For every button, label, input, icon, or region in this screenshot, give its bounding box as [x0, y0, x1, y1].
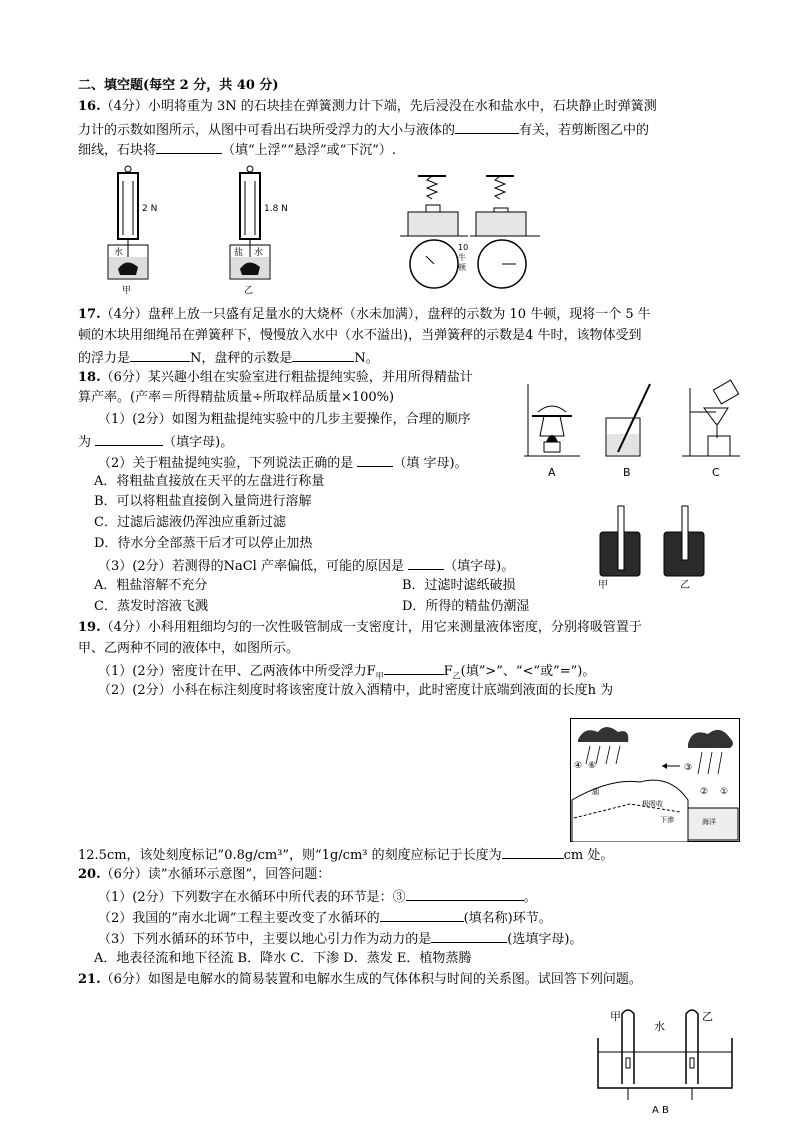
q18-p2-text: （2）关于粗盐提纯实验，下列说法正确的是: [98, 456, 354, 471]
q19-fig-label-jia: 甲: [598, 580, 608, 590]
q16-text2a: 力计的示数如图所示，从图中可看出石块所受浮力的大小与液体的: [78, 123, 456, 138]
q19-p1-text-b: F: [443, 664, 453, 679]
q20-fig-n3: ③: [684, 763, 693, 773]
q18-line1: [78, 369, 473, 387]
q17-text3a: 的浮力是: [78, 351, 131, 366]
q19-blank2[interactable]: [502, 845, 564, 859]
q19-line2: 甲、乙两种不同的液体中，如图所示。: [78, 641, 300, 656]
q20-p2-text-b: (填名称)环节。: [463, 911, 552, 926]
q20-fig-n2: ②: [700, 787, 709, 797]
q18-p1-text-b: （填字母)。: [163, 435, 234, 450]
q18-option-c: C．过滤后滤液仍浑浊应重新过滤: [94, 515, 286, 530]
q20-figure-water-cycle: [570, 718, 740, 842]
q20-fig-sea: 海洋: [702, 818, 716, 826]
q20-fig-pole: 极吸收: [642, 800, 663, 808]
q19-blank1[interactable]: [384, 661, 444, 675]
q18-p1-text-a: 为: [78, 435, 92, 450]
q16-jia-reading: 2 N: [142, 204, 158, 214]
q16-yi-label: 乙: [244, 286, 254, 296]
q16-jia-liquid: 水: [114, 248, 124, 258]
q21-line1: [78, 971, 642, 989]
q16-blank2[interactable]: [156, 140, 222, 154]
q21-number: 21.: [78, 972, 101, 987]
q16-number: 16.: [78, 99, 101, 114]
q20-blank1[interactable]: [406, 887, 524, 901]
q20-p2: [98, 908, 552, 928]
q16-text1: （4分）小明将重为 3N 的石块挂在弹簧测力计下端，先后浸没在水和盐水中，石块静止时弹簧测: [100, 99, 657, 114]
q17-text3c: N。: [354, 351, 379, 366]
q17-blank2[interactable]: [292, 348, 354, 362]
q20-number: 20.: [78, 867, 101, 882]
q18-fig-label-a: A: [548, 466, 556, 479]
q20-options: A．地表径流和地下径流 B．降水 C．下渗 D．蒸发 E．植物蒸腾: [94, 951, 472, 966]
q18-p3: [98, 556, 514, 576]
q16-line2: [78, 120, 649, 140]
q21-fig-jia: 甲: [610, 1010, 621, 1023]
q19-end-text-a: 12.5cm，该处刻度标记”0.8g/cm³”，则“1g/cm³ 的刻度应标记于长度为: [78, 848, 502, 863]
q19-p1-text-c: (填”>”、“<”或”=”)。: [460, 664, 596, 679]
q20-p1-text-a: （1）(2分）下列数字在水循环中所代表的环节是：: [98, 890, 393, 905]
q16-line1: [78, 98, 657, 116]
q18-p3-text: （3）(2分）若测得的NaCl 产率偏低，可能的原因是: [98, 559, 404, 574]
q20-line1: [78, 866, 330, 884]
q19-p2: （2）(2分）小科在标注刻度时将该密度计放入酒精中，此时密度计底端到液面的长度h 为: [98, 683, 614, 698]
section-title: 二、填空题(每空 2 分，共 40 分): [78, 78, 279, 93]
q19-end-text-b: cm 处。: [563, 848, 614, 863]
q18-option-d: D．待水分全部蒸干后才可以停止加热: [94, 536, 313, 551]
q20-p2-text-a: （2）我国的”南水北调”工程主要改变了水循环的: [98, 911, 380, 926]
q18-p2-tail: （填 字母)。: [393, 456, 468, 471]
q20-p1: [98, 887, 537, 907]
q16-text2b: 有关，若剪断图乙中的: [519, 123, 650, 138]
q16-text3b: （填“上浮”“悬浮”或“下沉”）.: [222, 143, 397, 158]
q20-fig-n6: ⑥: [588, 761, 597, 771]
q17-figure-plate-scales: [398, 172, 556, 296]
q19-number: 19.: [78, 620, 101, 635]
q18-p1-line1: （1）(2分）如图为粗盐提纯实验中的几步主要操作，合理的顺序: [98, 412, 471, 427]
q19-figure-density-meters: [594, 502, 714, 590]
q19-fig-label-yi: 乙: [680, 580, 690, 590]
q20-p3: [98, 929, 582, 949]
q20-text1: （6分）读”水循环示意图”，回答问题：: [100, 867, 331, 882]
q16-text3a: 细线，石块将: [78, 143, 157, 158]
q18-figure-operations: [520, 378, 748, 482]
q18-p2: [98, 453, 468, 473]
q16-jia-label: 甲: [122, 286, 132, 296]
q20-p1-text-b: 。: [523, 890, 537, 905]
q18-option-b: B．可以将粗盐直接倒入量筒进行溶解: [94, 494, 312, 509]
q16-yi-liquid-1: 盐: [234, 248, 244, 258]
q18-reason-a: A．粗盐溶解不充分: [94, 578, 208, 593]
q18-line2: 算产率。(产率＝所得精盐质量÷所取样品质量×100%): [78, 390, 395, 405]
q18-reason-d: D．所得的精盐仍潮湿: [402, 599, 530, 614]
q20-p1-circled: ③: [392, 890, 406, 905]
q18-p3-tail: （填字母)。: [444, 559, 515, 574]
q18-blank3[interactable]: [408, 556, 444, 570]
q18-p1-line2: [78, 432, 233, 452]
q17-scale-label-1: 10: [458, 243, 469, 252]
q19-p1-sub-yi: 乙: [452, 671, 461, 681]
q18-reason-b: B．过滤时滤纸破损: [402, 578, 516, 593]
q17-line3: [78, 348, 379, 368]
q17-line1: [78, 306, 651, 324]
q17-number: 17.: [78, 307, 101, 322]
q17-text1: （4分）盘秤上放一只盛有足量水的大烧杯（水未加满），盘秤的示数为 10 牛顿，现将一个 5 牛: [100, 307, 651, 322]
q21-fig-yi: 乙: [702, 1010, 713, 1023]
q18-fig-label-c: C: [712, 466, 720, 479]
q20-fig-lake: 湖: [592, 788, 599, 796]
q21-fig-water: 水: [654, 1020, 665, 1033]
q17-scale-label-2: 牛: [458, 253, 466, 262]
q21-text1: （6分）如图是电解水的简易装置和电解水生成的气体体积与时间的关系图。试回答下列问题。: [100, 972, 642, 987]
q19-p1-text-a: （1）(2分）密度计在甲、乙两液体中所受浮力F: [98, 664, 376, 679]
q19-line-end: [78, 845, 613, 865]
q17-line2: 顿的木块用细绳吊在弹簧秤下，慢慢放入水中（水不溢出)，当弹簧秤的示数是4 牛时，该物体受到: [78, 328, 642, 343]
q18-blank2[interactable]: [357, 453, 393, 467]
q18-fig-label-b: B: [623, 466, 631, 479]
q16-blank1[interactable]: [455, 120, 519, 134]
q18-reason-c: C．蒸发时溶液飞溅: [94, 599, 208, 614]
q18-text1: （6分）某兴趣小组在实验室进行粗盐提纯实验，并用所得精盐计: [100, 370, 473, 385]
q20-p3-text-a: （3）下列水循环的环节中，主要以地心引力作为动力的是: [98, 932, 432, 947]
q16-figure-scales: [94, 165, 304, 297]
q19-text1: （4分）小科用粗细均匀的一次性吸管制成一支密度计，用它来测量液体密度，分别将吸管置于: [100, 620, 642, 635]
q18-number: 18.: [78, 370, 101, 385]
q19-line1: [78, 619, 642, 637]
q16-yi-reading: 1.8 N: [264, 204, 288, 214]
q18-option-a: A．将粗盐直接放在天平的左盘进行称量: [94, 474, 325, 489]
q16-line3: [78, 140, 396, 160]
q17-blank1[interactable]: [130, 348, 190, 362]
q20-p3-text-b: (选填字母)。: [507, 932, 583, 947]
q21-figure-electrolysis: [590, 1004, 740, 1116]
q20-blank3[interactable]: [431, 929, 507, 943]
q18-blank1[interactable]: [95, 432, 163, 446]
q20-fig-seep: 下渗: [660, 816, 674, 824]
q20-fig-n1: ①: [720, 787, 729, 797]
q17-text3b: N，盘秤的示数是: [190, 351, 293, 366]
q21-fig-ab: A B: [652, 1105, 669, 1116]
q20-blank2[interactable]: [380, 908, 464, 922]
q19-p1-sub-jia: 甲: [375, 671, 384, 681]
q20-fig-n4: ④: [574, 761, 583, 771]
q17-scale-label-3: 顿: [458, 263, 466, 272]
q16-yi-liquid-2: 水: [254, 248, 264, 258]
